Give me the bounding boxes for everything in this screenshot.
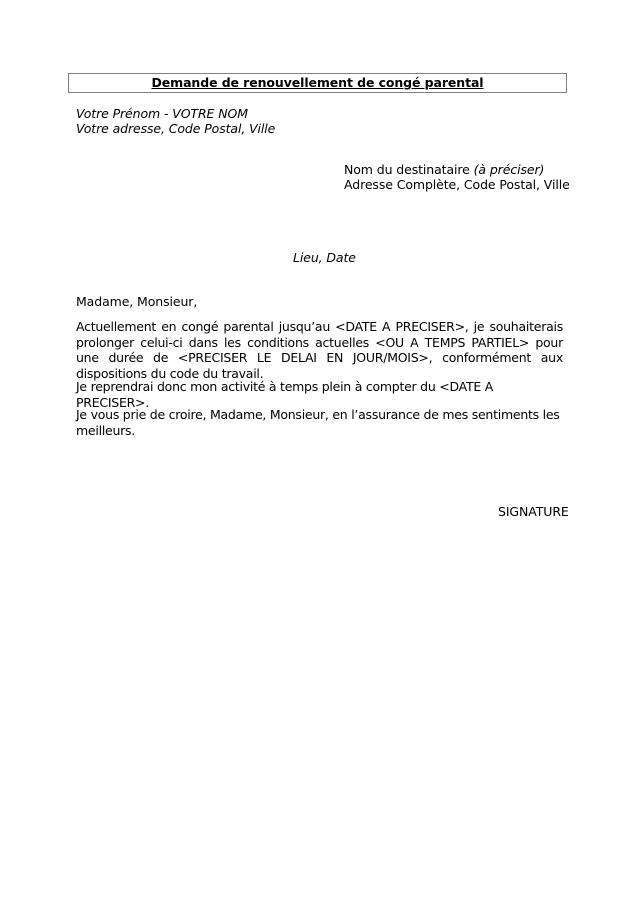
sender-address: Votre adresse, Code Postal, Ville: [76, 120, 276, 136]
recipient-name-line: [344, 162, 570, 177]
body-paragraph-3: Je vous prie de croire, Madame, Monsieur, en l’assurance de mes sentiments les meilleurs.: [76, 407, 560, 438]
recipient-block: [344, 162, 570, 192]
recipient-name-label: Nom du destinataire: [344, 162, 474, 177]
salutation: Madame, Monsieur,: [76, 294, 198, 309]
letter-title-box: [68, 73, 567, 93]
sender-name: Votre Prénom - VOTRE NOM: [76, 106, 248, 121]
recipient-name-note: (à préciser): [473, 162, 545, 177]
body-paragraph-2: Je reprendrai donc mon activité à temps plein à compter du <DATE A PRECISER>.: [76, 379, 494, 410]
recipient-address: Adresse Complète, Code Postal, Ville: [344, 177, 570, 192]
signature-placeholder: SIGNATURE: [498, 504, 569, 519]
letter-title: Demande de renouvellement de congé parental: [151, 75, 484, 90]
sender-block: [76, 107, 275, 136]
place-date: Lieu, Date: [293, 250, 356, 265]
body-paragraph-1: Actuellement en congé parental jusqu’au <DATE A PRECISER>, je souhaiterais prolonger celui-ci dans les conditions actuelles <OU A TEMPS PARTIEL> pour une durée de <PRECISER LE DELAI EN JOUR/MOIS>, conformément aux dispositions du code du travail.: [76, 319, 563, 382]
